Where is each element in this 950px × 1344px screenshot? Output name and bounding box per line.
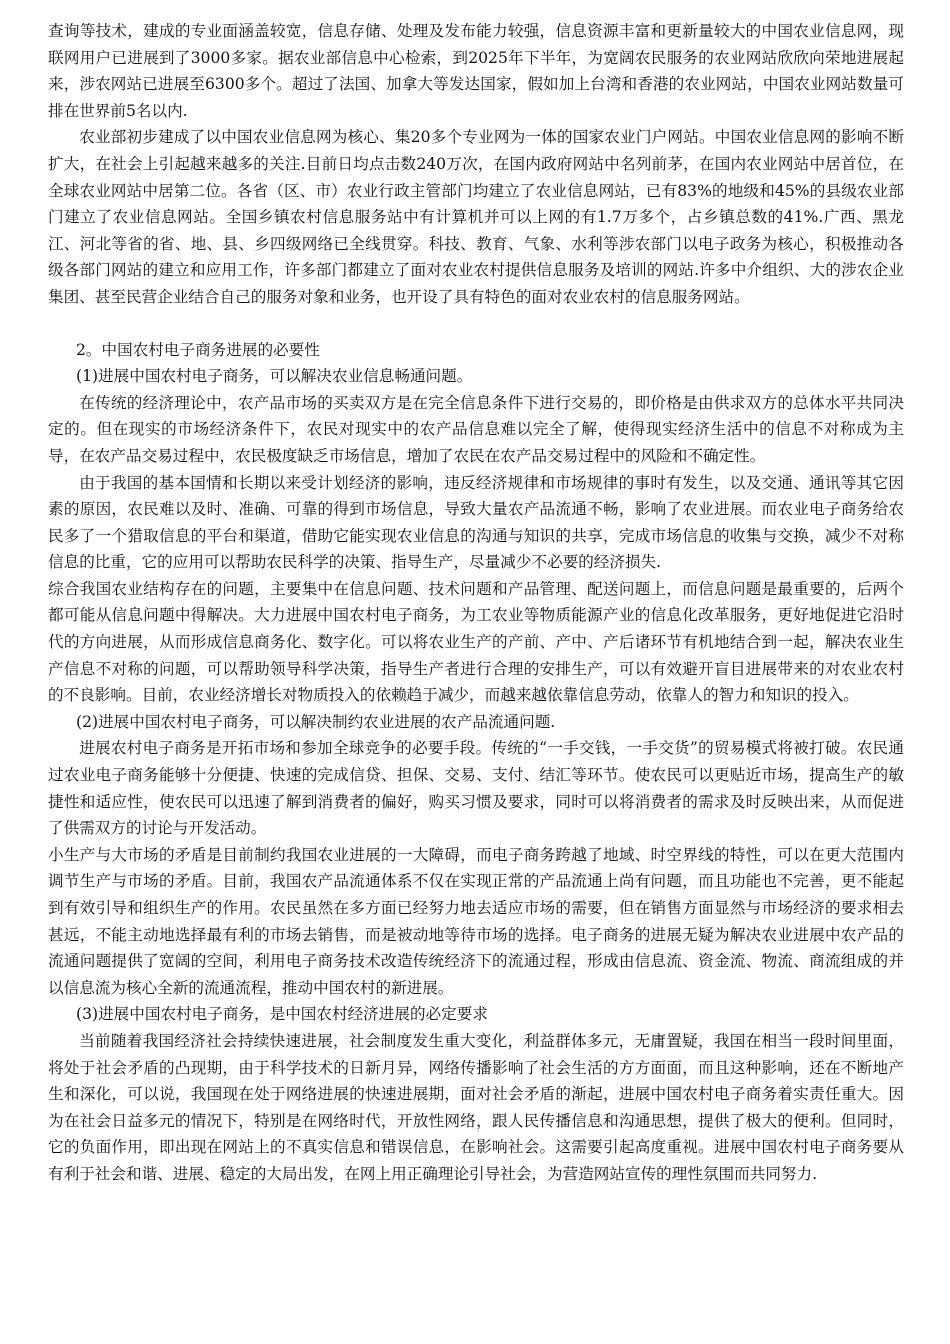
paragraph-portal-overview: 农业部初步建成了以中国农业信息网为核心、集20多个专业网为一体的国家农业门户网站。中国农业信息网的影响不断扩大，在社会上引起越来越多的关注.目前日均点击数240万次，在国内政府网站中名列前茅，在国内农业网站中居首位，在全球农业网站中居第二位。各省（区、市）农业行政主管部门均建立了农业信息网站，已有83%的地级和45%的县级农业部门建立了农业信息网站。全国乡镇农村信息服务站中有计算机并可以上网的有1.7万多个，占乡镇总数的41%.广西、黑龙江、河北等省的省、地、县、乡四级网络已全线贯穿。科技、教育、气象、水利等涉农部门以电子政务为核心，积极推动各级各部门网站的建立和应用工作，许多部门都建立了面对农业农村提供信息服务及培训的网站.许多中介组织、大的涉农企业集团、甚至民营企业结合自己的服务对象和业务，也开设了具有特色的面对农业农村的信息服务网站。 — [48, 128, 904, 306]
section-heading: 2。中国农村电子商务进展的必要性 — [76, 340, 320, 359]
subheading-1: (1)进展中国农村电子商务，可以解决农业信息畅通问题。 — [76, 367, 473, 386]
paragraph-information-asymmetry: 在传统的经济理论中，农产品市场的买卖双方是在完全信息条件下进行交易的，即价格是由供求双方的总体水平共同决定的。但在现实的市场经济条件下，农民对现实中的农产品信息难以完全了解，使得现实经济生活中的信息不对称成为主导，在农产品交易过程中，农民极度缺乏市场信息，增加了农民在农产品交易过程中的风险和不确定性。 — [48, 393, 904, 465]
paragraph-market-expansion: 进展农村电子商务是开拓市场和参加全球竞争的必要手段。传统的“一手交钱，一手交货”的贸易模式将被打破。农民通过农业电子商务能够十分便捷、快速的完成信贷、担保、交易、支付、结汇等环节。使农民可以更贴近市场，提高生产的敏捷性和适应性，使农民可以迅速了解到消费者的偏好，购买习惯及要求，同时可以将消费者的需求及时反映出来，从而促进了供需双方的讨论与开发活动。 — [48, 739, 904, 838]
subheading-3: (3)进展中国农村电子商务，是中国农村经济进展的必定要求 — [76, 1005, 488, 1024]
paragraph-social-development: 当前随着我国经济社会持续快速进展，社会制度发生重大变化，利益群体多元，无庸置疑，我国在相当一段时间里面，将处于社会矛盾的凸现期，由于科学技术的日新月异，网络传播影响了社会生活的方方面面，而且这种影响，还在不断地产生和深化，可以说，我国现在处于网络进展的快速进展期，面对社会矛盾的渐起，进展中国农村电子商务着实责任重大。因为在社会日益多元的情况下，特别是在网络时代，开放性网络，跟人民传播信息和沟通思想，提供了极大的便利。但同时，它的负面作用，即出现在网站上的不真实信息和错误信息，在影响社会。这需要引起高度重视。进展中国农村电子商务要从有利于社会和谐、进展、稳定的大局出发，在网上用正确理论引导社会，为营造网站宣传的理性氛围而共同努力. — [48, 1031, 904, 1183]
paragraph-structure-problems: 综合我国农业结构存在的问题，主要集中在信息问题、技术问题和产品管理、配送问题上，而信息问题是最重要的，后两个都可能从信息问题中得解决。大力进展中国农村电子商务，为工农业等物质能源产业的信息化改革服务，更好地促进它沿时代的方向进展，从而形成信息商务化、数字化。可以将农业生产的产前、产中、产后诸环节有机地结合到一起，解决农业生产信息不对称的问题，可以帮助领导科学决策，指导生产者进行合理的安排生产，可以有效避开盲目进展带来的对农业农村的不良影响。目前，农业经济增长对物质投入的依赖趋于减少，而越来越依靠信息劳动，依靠人的智力和知识的投入。 — [48, 579, 904, 705]
subheading-2: (2)进展中国农村电子商务，可以解决制约农业进展的农产品流通问题. — [76, 712, 556, 731]
section-spacer — [48, 311, 904, 337]
paragraph-continuation: 查询等技术，建成的专业面涵盖较宽，信息存储、处理及发布能力较强，信息资源丰富和更新量较大的中国农业信息网，现联网用户已进展到了3000多家。据农业部信息中心检索，到2025年下半年，为宽阔农民服务的农业网站欣欣向荣地进展起来，涉农网站已进展至6300多个。超过了法国、加拿大等发达国家，假如加上台湾和香港的农业网站，中国农业网站数量可排在世界前5名以内. — [48, 22, 904, 120]
paragraph-small-production: 小生产与大市场的矛盾是目前制约我国农业进展的一大障碍，而电子商务跨越了地域、时空界线的特性，可以在更大范围内调节生产与市场的矛盾。目前，我国农产品流通体系不仅在实现正常的产品流通上尚有问题，而且功能也不完善，更不能起到有效引导和组织生产的作用。农民虽然在多方面已经努力地去适应市场的需要，但在销售方面显然与市场经济的要求相去甚远，不能主动地选择最有利的市场去销售，而是被动地等待市场的选择。电子商务的进展无疑为解决农业进展中农产品的流通问题提供了宽阔的空间，利用电子商务技术改造传统经济下的流通过程，形成由信息流、资金流、物流、商流组成的并以信息流为核心全新的流通流程，推动中国农村的新进展。 — [48, 845, 904, 997]
paragraph-national-conditions: 由于我国的基本国情和长期以来受计划经济的影响，违反经济规律和市场规律的事时有发生，以及交通、通讯等其它因素的原因，农民难以及时、准确、可靠的得到市场信息，导致大量农产品流通不畅，影响了农业进展。而农业电子商务给农民多了一个猎取信息的平台和渠道，借助它能实现农业信息的沟通与知识的共享，完成市场信息的收集与交换，减少不对称信息的比重，它的应用可以帮助农民科学的决策、指导生产，尽量减少不必要的经济损失. — [48, 473, 904, 572]
